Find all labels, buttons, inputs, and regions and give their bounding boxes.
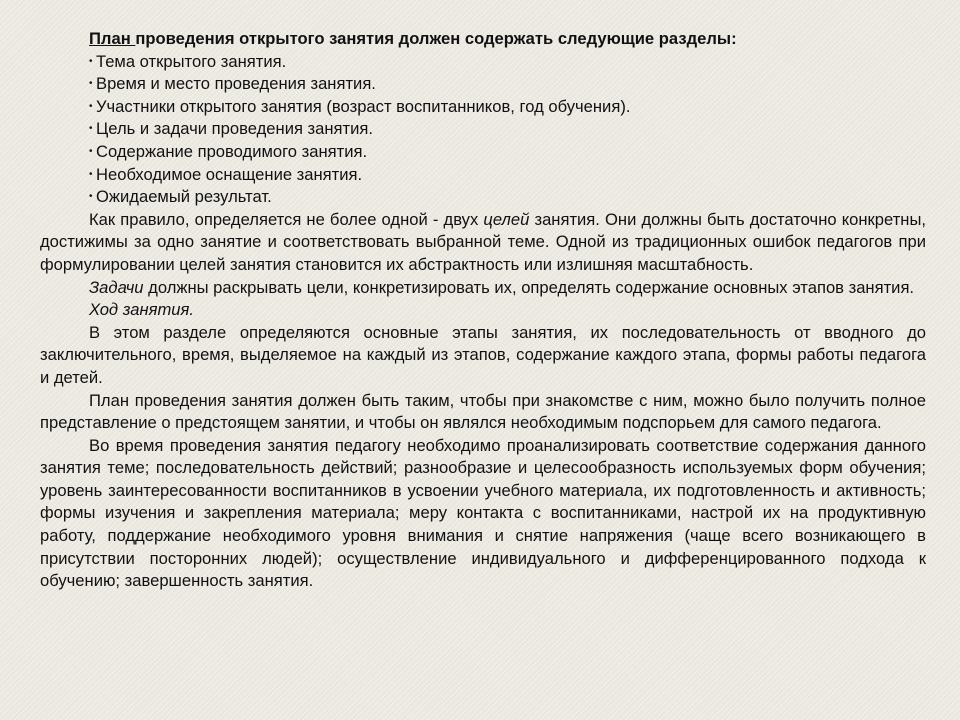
list-item: • Содержание проводимого занятия.: [89, 141, 926, 164]
list-item: • Цель и задачи проведения занятия.: [89, 118, 926, 141]
list-item: • Ожидаемый результат.: [89, 186, 926, 209]
list-item: • Необходимое оснащение занятия.: [89, 164, 926, 187]
paragraph-tasks: Задачи должны раскрывать цели, конкретизировать их, определять содержание основных этапов занятия.: [89, 277, 915, 297]
term-tasks: Задачи: [89, 277, 144, 297]
bullet-icon: •: [89, 78, 93, 90]
list-item: • Время и место проведения занятия.: [89, 73, 926, 96]
paragraph-course-title: [40, 299, 926, 322]
bullet-icon: •: [89, 123, 93, 135]
bullet-icon: •: [89, 168, 93, 180]
section-heading: [89, 28, 926, 51]
bullet-icon: •: [89, 55, 93, 67]
paragraph-plan: План проведения занятия должен быть таким, чтобы при знакомстве с ним, можно было получить полное представление о предстоящем занятии, и чтобы он являлся необходимым подспорьем для самого педагога.: [40, 390, 926, 433]
bullet-icon: •: [89, 100, 93, 112]
bullet-icon: •: [89, 145, 93, 157]
list-item: • Участники открытого занятия (возраст воспитанников, год обучения).: [89, 96, 926, 119]
bullet-icon: •: [89, 191, 93, 203]
term-goals: целей: [483, 209, 530, 229]
paragraph-stages: В этом разделе определяются основные этапы занятия, их последовательность от вводного до заключительного, время, выделяемое на каждый из этапов, содержание каждого этапа, формы работы педагога и детей.: [40, 322, 926, 387]
heading-rest: проведения открытого занятия должен содержать следующие разделы:: [135, 29, 737, 48]
document-page: [40, 28, 926, 593]
heading-underlined-word: План: [89, 29, 136, 48]
paragraph-goals: Как правило, определяется не более одной - двух целей занятия. Они должны быть достаточно конкретны, достижимы за одно занятие и соответствовать выбранной теме. Одной из традиционных ошибок педагогов при формулировании целей занятия становится их абстрактность или излишняя масштабность.: [40, 209, 927, 274]
paragraph-analysis: Во время проведения занятия педагогу необходимо проанализировать соответствие содержания данного занятия теме; последовательность действий; разнообразие и целесообразность используемых форм обучения; уровень заинтересованности воспитанников в усвоении учебного материала, их подготовленность и активность; формы изучения и закрепления материала; меру контакта с воспитанниками, настрой их на продуктивную работу, поддержание необходимого уровня внимания и снятие напряжения (чаще всего возникающего в присутствии посторонних людей); осуществление индивидуального и дифференцированного подхода к обучению; завершенность занятия.: [40, 435, 926, 591]
sections-list: [40, 51, 926, 209]
term-course: Ход занятия.: [89, 300, 194, 320]
list-item: • Тема открытого занятия.: [89, 51, 926, 74]
